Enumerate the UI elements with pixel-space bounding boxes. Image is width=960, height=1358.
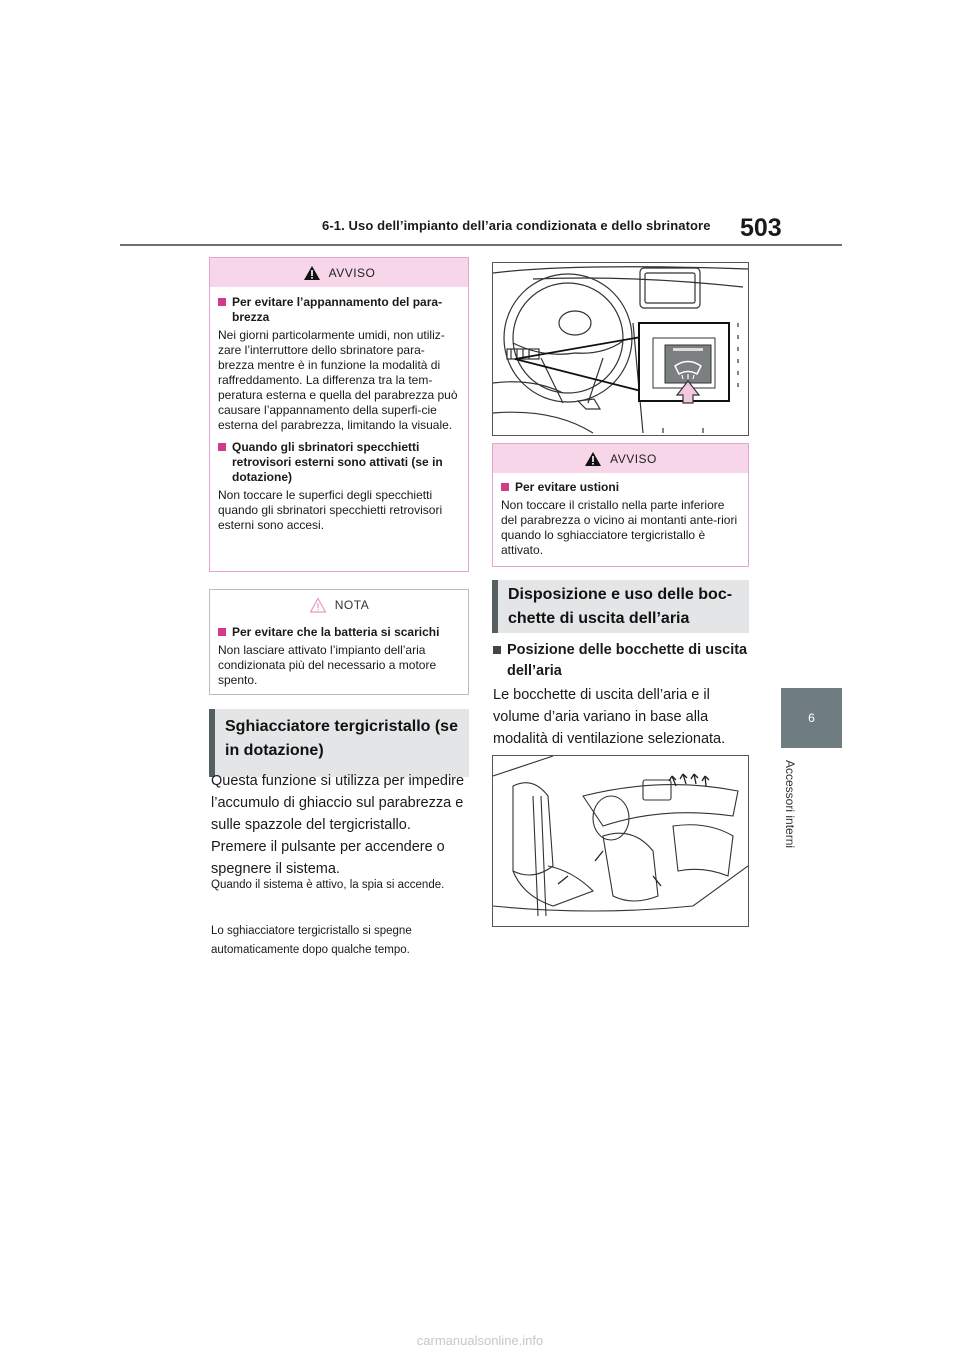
warning-subheading: Per evitare ustioni: [501, 480, 740, 495]
warning-text: Nei giorni particolarmente umidi, non utiliz-zare l’interruttore dello sbrinatore para-brezza mentre è in funzione la modalità di raffreddamento. La differenza tra la tem-peratura esterna e quella del parabrezza può causare l’appannamento della superfi-cie esterna del parabrezza, limitando la visuale.: [218, 328, 458, 432]
header-divider: [120, 244, 842, 246]
wiper-deicer-note-indicator: Quando il sistema è attivo, la spia si accende.: [211, 879, 445, 891]
wiper-deicer-instruction: Premere il pulsante per accendere o spegnere il sistema.: [211, 839, 445, 877]
warning-box-burns: [492, 443, 749, 567]
page-number: 503: [740, 214, 782, 242]
cabin-drawing: [493, 756, 748, 926]
wiper-deicer-note-auto-off: Lo sghiacciatore tergicristallo si spegne automaticamente dopo qualche tempo.: [211, 925, 412, 956]
warning-subheading: Per evitare l’appannamento del para-brezza: [218, 295, 460, 325]
warning-box-fog: [209, 257, 469, 572]
warning-text: Non toccare il cristallo nella parte inferiore del parabrezza o vicino ai montanti ante-riori quando lo sghiacciatore tergicristallo è attivato.: [501, 498, 738, 557]
note-box-battery: [209, 589, 469, 695]
warning-triangle-icon: [303, 265, 321, 281]
chapter-tab[interactable]: 6: [781, 688, 842, 748]
chapter-label: Accessori interni: [783, 760, 797, 849]
section-title: 6-1. Uso dell’impianto dell’aria condizionata e dello sbrinatore: [322, 218, 711, 233]
section-heading-wiper-deicer: Sghiacciatore tergicristallo (se in dotazione): [209, 709, 469, 777]
note-subheading: Per evitare che la batteria si scarichi: [218, 625, 460, 640]
wiper-deicer-description: Questa funzione si utilizza per impedire l’accumulo di ghiaccio sul parabrezza e sulle spazzole del tergicristallo.: [211, 773, 465, 833]
dashboard-illustration: [492, 262, 749, 436]
caution-triangle-icon: [309, 597, 327, 613]
note-header: NOTA: [210, 590, 468, 619]
cabin-vents-illustration: [492, 755, 749, 927]
note-text: Non lasciare attivato l’impianto dell’aria condizionata più del necessario a motore spento.: [218, 643, 437, 687]
dashboard-drawing: [493, 263, 748, 435]
warning-triangle-icon: [584, 451, 602, 467]
warning-header: AVVISO: [210, 258, 468, 287]
vents-description: Le bocchette di uscita dell’aria e il volume d’aria variano in base alla modalità di ventilazione selezionata.: [493, 687, 726, 747]
warning-header: AVVISO: [493, 444, 748, 473]
section-heading-air-vents: Disposizione e uso delle boc-chette di uscita dell’aria: [492, 580, 749, 633]
vents-subheading: Posizione delle bocchette di uscita dell’aria: [493, 640, 757, 682]
watermark: carmanualsonline.info: [416, 1333, 544, 1348]
warning-text: Non toccare le superfici degli specchietti quando gli sbrinatori specchietti retrovisori esterni sono accesi.: [218, 488, 443, 532]
warning-subheading: Quando gli sbrinatori specchietti retrovisori esterni sono attivati (se in dotazione): [218, 440, 460, 485]
